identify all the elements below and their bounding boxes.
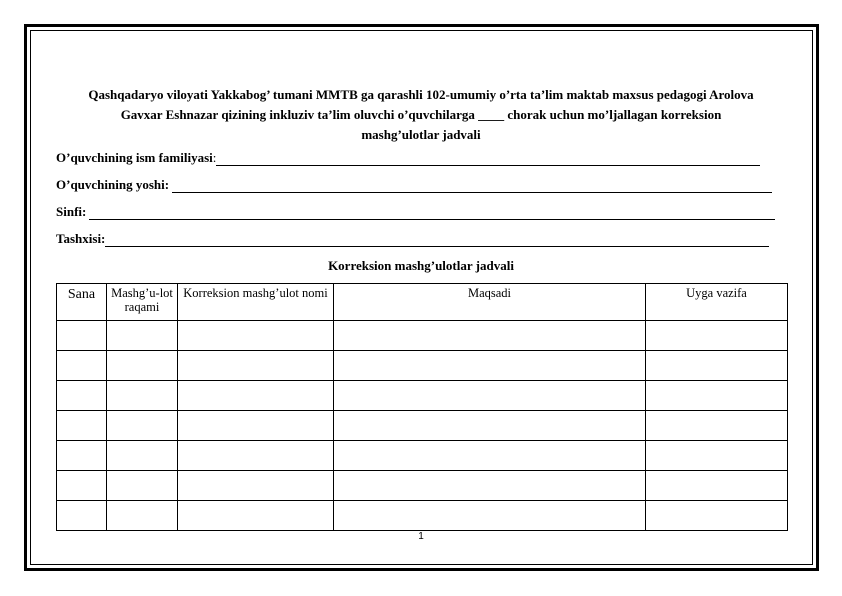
table-body (57, 321, 788, 531)
table-cell[interactable] (334, 381, 646, 411)
header-lesson-name: Korreksion mashg’ulot nomi (178, 284, 334, 321)
table-cell[interactable] (107, 321, 178, 351)
student-name-label: O’quvchining ism familiyasi (56, 150, 213, 165)
table-cell[interactable] (646, 411, 788, 441)
table-cell[interactable] (107, 381, 178, 411)
student-age-line[interactable] (172, 180, 772, 193)
header-homework: Uyga vazifa (646, 284, 788, 321)
table-cell[interactable] (178, 411, 334, 441)
diagnosis-label: Tashxisi: (56, 231, 106, 246)
table-cell[interactable] (646, 501, 788, 531)
table-cell[interactable] (178, 441, 334, 471)
header-date: Sana (57, 284, 107, 321)
table-cell[interactable] (646, 471, 788, 501)
table-header-row (57, 284, 788, 321)
diagnosis-field (56, 231, 769, 247)
table-cell[interactable] (57, 351, 107, 381)
diagnosis-line[interactable] (105, 234, 769, 247)
table-cell[interactable] (334, 471, 646, 501)
table-cell[interactable] (334, 441, 646, 471)
table-cell[interactable] (57, 471, 107, 501)
table-cell[interactable] (57, 441, 107, 471)
title-line-1: Qashqadaryo viloyati Yakkabog’ tumani MMTB ga qarashli 102-umumiy o’rta ta’lim maktab maxsus pedagogi Arolova (88, 87, 754, 102)
table-cell[interactable] (334, 321, 646, 351)
table-cell[interactable] (178, 321, 334, 351)
table-row (57, 501, 788, 531)
student-age-label: O’quvchining yoshi: (56, 177, 170, 192)
page-number: 1 (418, 531, 424, 542)
table-cell[interactable] (178, 471, 334, 501)
class-line[interactable] (89, 207, 775, 220)
table-title: Korreksion mashg’ulotlar jadvali (328, 258, 514, 273)
student-name-colon: : (212, 150, 217, 165)
table-cell[interactable] (646, 381, 788, 411)
table-cell[interactable] (646, 321, 788, 351)
table-cell[interactable] (57, 501, 107, 531)
table-row (57, 321, 788, 351)
student-name-field (56, 150, 760, 166)
document-title (55, 85, 787, 145)
student-age-field (56, 177, 772, 193)
student-name-line[interactable] (216, 153, 760, 166)
lessons-table (56, 283, 788, 531)
header-goal: Maqsadi (334, 284, 646, 321)
table-cell[interactable] (334, 351, 646, 381)
table-row (57, 471, 788, 501)
table-row (57, 411, 788, 441)
table-cell[interactable] (57, 381, 107, 411)
table-cell[interactable] (107, 471, 178, 501)
table-row (57, 441, 788, 471)
table-cell[interactable] (178, 381, 334, 411)
table-cell[interactable] (107, 411, 178, 441)
table-cell[interactable] (107, 351, 178, 381)
table-cell[interactable] (178, 501, 334, 531)
table-cell[interactable] (646, 351, 788, 381)
table-cell[interactable] (107, 441, 178, 471)
header-lesson-number: Mashg’u-lot raqami (107, 284, 178, 321)
table-cell[interactable] (57, 321, 107, 351)
table-cell[interactable] (334, 411, 646, 441)
title-line-3: mashg’ulotlar jadvali (361, 127, 481, 142)
class-label: Sinfi: (56, 204, 87, 219)
table-cell[interactable] (646, 441, 788, 471)
class-field (56, 204, 775, 220)
table-cell[interactable] (178, 351, 334, 381)
table-cell[interactable] (334, 501, 646, 531)
title-line-2: Gavxar Eshnazar qizining inkluziv ta’lim oluvchi o’quvchilarga ____ chorak uchun mo’ljallagan korreksion (120, 107, 722, 122)
table-cell[interactable] (57, 411, 107, 441)
table-cell[interactable] (107, 501, 178, 531)
table-row (57, 381, 788, 411)
table-row (57, 351, 788, 381)
